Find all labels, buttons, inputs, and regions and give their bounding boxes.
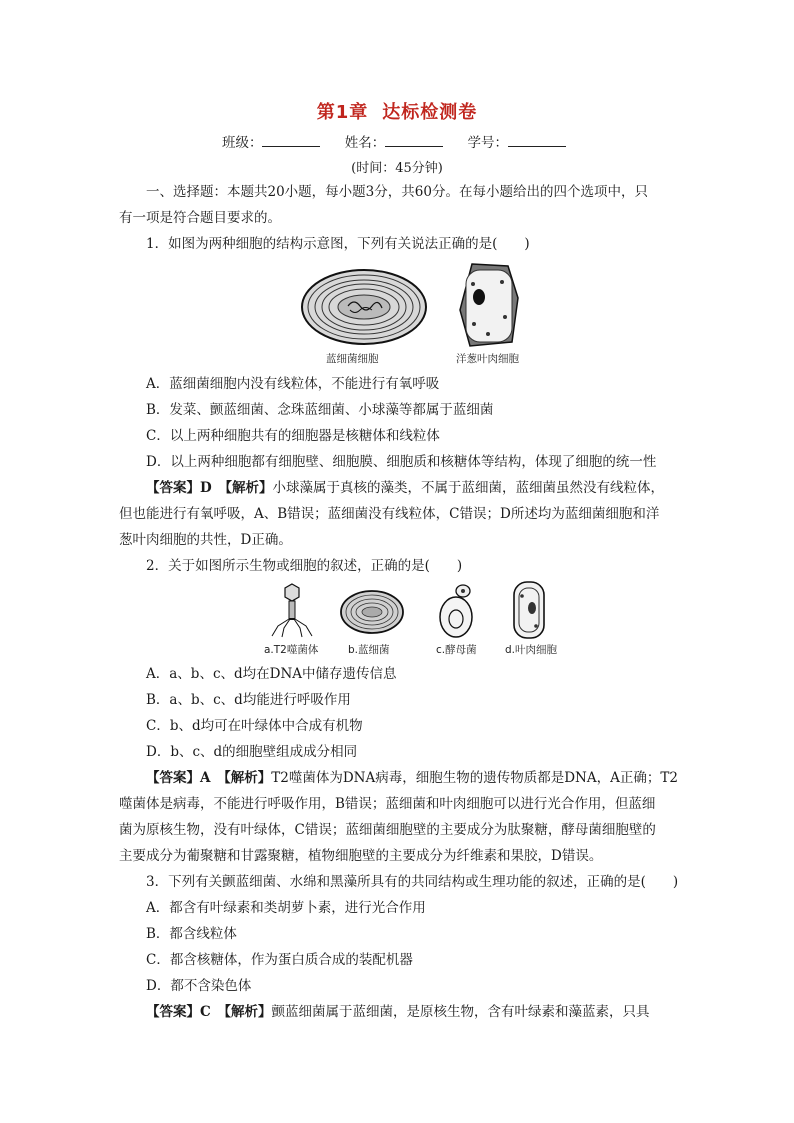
q3-answer-tag: 【答案】C 【解析】 [146,1004,272,1020]
time-limit: (时间：45分钟) [351,161,443,176]
page-title [0,98,794,124]
fig2-label-cyanobacteria: b.蓝细菌 [348,644,390,656]
q2-option-c: C．b、d均可在叶绿体中合成有机物 [146,718,363,734]
id-blank [508,134,566,147]
chapter-label: 第1章 [316,102,369,123]
q3-option-a: A．都含有叶绿素和类胡萝卜素，进行光合作用 [146,900,426,916]
q1-answer-line2: 但也能进行有氧呼吸，A、B错误；蓝细菌没有线粒体，C错误；D所述均为蓝细菌细胞和洋 [119,506,660,522]
q2-option-b: B．a、b、c、d均能进行呼吸作用 [146,692,351,708]
fig2-label-leaf-cell: d.叶肉细胞 [505,644,558,656]
id-label: 学号： [467,135,509,151]
title-text: 达标检测卷 [382,102,478,123]
q1-answer-line1 [119,475,681,501]
leaf-cell-figure [512,580,546,640]
q2-answer-text: T2噬菌体为DNA病毒，细胞生物的遗传物质都是DNA，A正确；T2 [271,770,678,786]
q1-stem: 1．如图为两种细胞的结构示意图，下列有关说法正确的是( ) [146,236,530,252]
cyanobacteria-cell-figure [300,268,428,346]
student-info-line [0,131,794,151]
q3-option-b: B．都含线粒体 [146,926,237,942]
t2-phage-figure [268,582,316,638]
name-label: 姓名： [344,135,386,151]
yeast-figure [437,581,475,639]
q2-option-a: A．a、b、c、d均在DNA中储存遗传信息 [146,666,397,682]
class-label: 班级： [221,135,263,151]
q2-answer-line3: 菌为原核生物，没有叶绿体，C错误；蓝细菌细胞壁的主要成分为肽聚糖，酵母菌细胞壁的 [119,822,656,838]
q1-option-b: B．发菜、颤蓝细菌、念珠蓝细菌、小球藻等都属于蓝细菌 [146,402,494,418]
fig2-label-phage: a.T2噬菌体 [264,644,319,656]
cyanobacteria-figure-small [340,590,404,634]
q1-answer-text: 小球藻属于真核的藻类，不属于蓝细菌，蓝细菌虽然没有线粒体， [272,480,664,496]
section-instructions-line2: 有一项是符合题目要求的。 [119,210,281,226]
name-blank [385,134,443,147]
q2-answer-line4: 主要成分为葡聚糖和甘露聚糖，植物细胞壁的主要成分为纤维素和果胶，D错误。 [119,848,603,864]
class-blank [262,134,320,147]
q1-answer-tag: 【答案】D 【解析】 [146,480,273,496]
q2-stem: 2．关于如图所示生物或细胞的叙述，正确的是( ) [146,558,463,574]
q1-option-d: D．以上两种细胞都有细胞壁、细胞膜、细胞质和核糖体等结构，体现了细胞的统一性 [146,454,657,470]
fig1-label-cyanobacteria: 蓝细菌细胞 [326,353,379,365]
q2-answer-line2: 噬菌体是病毒，不能进行呼吸作用，B错误；蓝细菌和叶肉细胞可以进行光合作用，但蓝细 [119,796,656,812]
q3-answer-text: 颤蓝细菌属于蓝细菌，是原核生物，含有叶绿素和藻蓝素，只具 [271,1004,650,1020]
onion-leaf-cell-figure [458,262,520,348]
q1-option-c: C．以上两种细胞共有的细胞器是核糖体和线粒体 [146,428,440,444]
fig2-label-yeast: c.酵母菌 [436,644,477,656]
q1-option-a: A．蓝细菌细胞内没有线粒体，不能进行有氧呼吸 [146,376,440,392]
q3-stem: 3．下列有关颤蓝细菌、水绵和黑藻所具有的共同结构或生理功能的叙述，正确的是( ) [146,874,679,890]
q2-answer-tag: 【答案】A 【解析】 [146,770,272,786]
q2-answer-line1 [119,765,681,791]
q3-option-d: D．都不含染色体 [146,978,252,994]
q1-answer-line3: 葱叶肉细胞的共性，D正确。 [119,532,292,548]
section-instructions-line1: 一、选择题：本题共20小题，每小题3分，共60分。在每小题给出的四个选项中，只 [146,184,648,200]
q2-option-d: D．b、c、d的细胞壁组成成分相同 [146,744,358,760]
fig1-label-onion-cell: 洋葱叶肉细胞 [456,353,519,365]
q3-option-c: C．都含核糖体，作为蛋白质合成的装配机器 [146,952,413,968]
q3-answer-line1 [119,999,681,1025]
